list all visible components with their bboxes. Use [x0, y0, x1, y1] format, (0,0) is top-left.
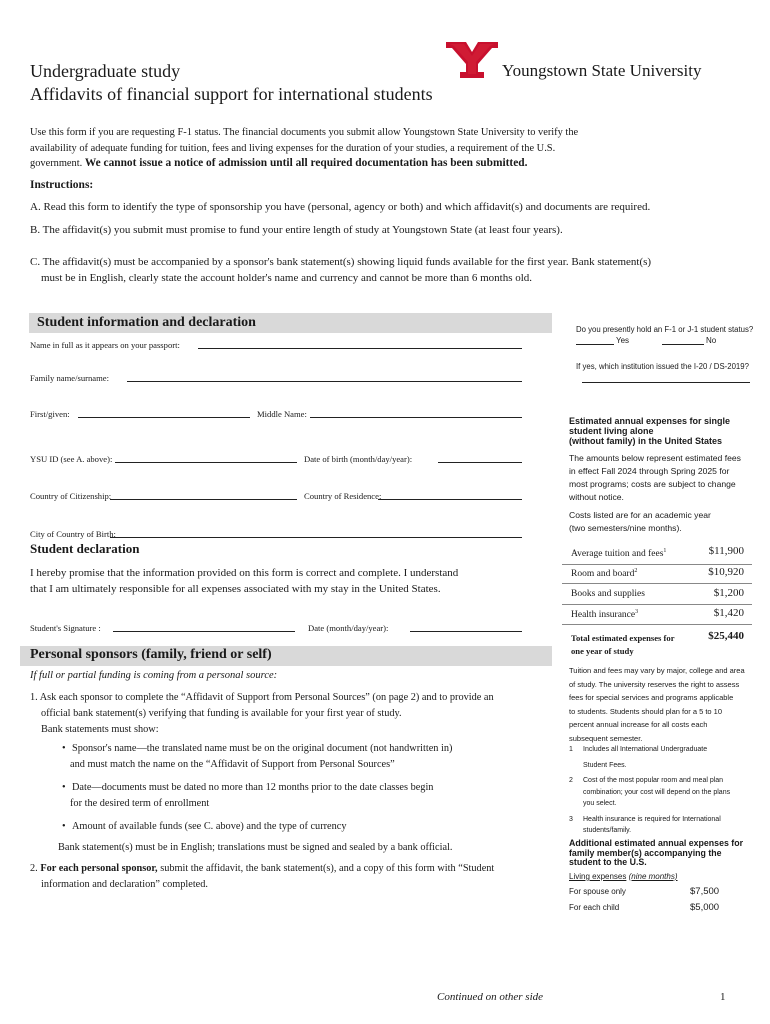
- living-expenses-label: Living expenses (nine months): [569, 872, 678, 881]
- sponsors-header: Personal sponsors (family, friend or self): [20, 646, 552, 666]
- status-yes-label: Yes: [616, 336, 630, 345]
- family-name-label: Family name/surname:: [30, 373, 109, 383]
- university-logo: [446, 42, 498, 78]
- status-question: Do you presently hold an F-1 or J-1 student status?: [576, 325, 754, 334]
- status-no-field[interactable]: [662, 344, 704, 345]
- middle-name-label: Middle Name:: [257, 409, 307, 419]
- status-yes-field[interactable]: [576, 344, 614, 345]
- sponsors-item-1: 1. Ask each sponsor to complete the “Affidavit of Support from Personal Sources” (on page 2) and to provide an official bank statement(s) verifying that funding is available for your first year of study. Bank statements must show:: [30, 692, 494, 735]
- bank-statement-requirements: [62, 741, 542, 835]
- child-value: $5,000: [690, 902, 720, 913]
- family-expenses-heading: Additional estimated annual expenses for family member(s) accompanying the student to the U.S.: [569, 838, 744, 867]
- instruction-b: B. The affidavit(s) you submit must promise to fund your entire length of study at Youngstown State (at least four years).: [30, 224, 563, 236]
- signature-field[interactable]: [113, 631, 295, 632]
- admission-warning: We cannot issue a notice of admission until all required documentation has been submitted.: [84, 157, 528, 169]
- declaration-date-label: Date (month/day/year):: [308, 623, 389, 633]
- institution-field[interactable]: [582, 382, 750, 383]
- instruction-a: A. Read this form to identify the type of sponsorship you have (personal, agency or both) and which affidavit(s) and documents are required.: [30, 201, 651, 213]
- footnote-3: 3 Health insurance is required for International students/family.: [569, 815, 721, 834]
- page-subtitle: Affidavits of financial support for international students: [30, 84, 433, 104]
- expenses-note: The amounts below represent estimated fees in effect Fall 2024 through Spring 2025 for most programs; costs are subject to change without notice. Costs listed are for an academic year (two semesters/nine months).: [569, 453, 741, 533]
- signature-label: Student's Signature :: [30, 623, 101, 633]
- ysu-id-field[interactable]: [115, 462, 297, 463]
- footnotes: [569, 744, 759, 837]
- ysu-id-label: YSU ID (see A. above):: [30, 454, 113, 464]
- spouse-label: For spouse only: [569, 887, 626, 896]
- city-birth-label: City of Country of Birth:: [30, 529, 116, 539]
- list-item: and must match the name on the “Affidavit of Support from Personal Sources”: [70, 758, 395, 770]
- declaration-heading: Student declaration: [30, 541, 140, 556]
- footnote-1: 1 Includes all International Undergraduate Student Fees.: [569, 746, 708, 769]
- page-number: 1: [720, 991, 726, 1003]
- page-title: Undergraduate study: [30, 61, 181, 81]
- citizenship-field[interactable]: [110, 499, 297, 500]
- institution-question: If yes, which institution issued the I-20 / DS-2019?: [576, 362, 749, 371]
- logo-y-icon: [446, 42, 498, 78]
- name-full-label: Name in full as it appears on your passport:: [30, 340, 180, 350]
- instructions-heading: Instructions:: [30, 179, 94, 191]
- sponsors-subheading: If full or partial funding is coming from a personal source:: [30, 670, 278, 681]
- fees-vary-note: Tuition and fees may vary by major, college and area of study. The university reserves the right to assess fees for special services and programs applicable to students. Students should plan for a 5 to 10 percent annual increase for all costs each subsequent semester.: [569, 666, 745, 743]
- citizenship-label: Country of Citizenship:: [30, 491, 112, 501]
- status-no-label: No: [706, 336, 717, 345]
- residence-label: Country of Residence:: [304, 491, 382, 501]
- student-info-header: Student information and declaration: [29, 313, 552, 333]
- table-row: Room and board$^2$ $10,920: [562, 565, 752, 584]
- instruction-c: C. The affidavit(s) must be accompanied by a sponsor's bank statement(s) showing liquid funds available for the first year. Bank statement(s) must be in English, clearly state the account holder's name and currency and cannot be more than 6 months old.: [30, 256, 652, 284]
- declaration-date-field[interactable]: [410, 631, 522, 632]
- expenses-heading: Estimated annual expenses for single student living alone (without family) in the United States: [569, 416, 731, 446]
- dob-field[interactable]: [438, 462, 522, 463]
- first-given-field[interactable]: [78, 417, 250, 418]
- name-full-field[interactable]: [198, 348, 522, 349]
- child-label: For each child: [569, 903, 620, 912]
- list-item: • Amount of available funds (see C. above) and the type of currency: [62, 821, 347, 832]
- residence-field[interactable]: [378, 499, 522, 500]
- english-note: Bank statement(s) must be in English; translations must be signed and sealed by a bank official.: [58, 842, 453, 853]
- city-birth-field[interactable]: [110, 537, 522, 538]
- spouse-value: $7,500: [690, 886, 720, 897]
- table-row: Health insurance$^3$ $1,420: [562, 606, 752, 625]
- sponsors-item-2: 2. For each personal sponsor, submit the affidavit, the bank statement(s), and a copy of this form with “Student information and declaration” completed.: [30, 863, 495, 890]
- table-row: Books and supplies $1,200: [562, 586, 752, 605]
- university-name: Youngstown State University: [502, 61, 702, 80]
- middle-name-field[interactable]: [310, 417, 522, 418]
- family-name-field[interactable]: [127, 381, 522, 382]
- first-given-label: First/given:: [30, 409, 70, 419]
- continued-note: Continued on other side: [437, 991, 544, 1003]
- table-row: Average tuition and fees$^1$ $11,900: [562, 542, 752, 565]
- dob-label: Date of birth (month/day/year):: [304, 454, 413, 464]
- footnote-2: 2 Cost of the most popular room and meal plan combination; your cost will depend on the plans you select.: [569, 777, 731, 807]
- declaration-text: I hereby promise that the information provided on this form is correct and complete. I understand that I am ultimately responsible for all expenses associated with my stay in the United States.: [30, 567, 459, 595]
- list-item: • Date—documents must be dated no more than 12 months prior to the date classes begin: [62, 782, 434, 793]
- expenses-table: [562, 542, 752, 662]
- list-item: for the desired term of enrollment: [70, 797, 210, 809]
- total-row: Total estimated expenses for one year of study $25,440: [571, 630, 744, 656]
- list-item: • Sponsor's name—the translated name must be on the original document (not handwritten in): [62, 743, 453, 754]
- intro-text: Use this form if you are requesting F-1 status. The financial documents you submit allow Youngstown State University to verify the availability of adequate funding for tuition, fees and living expenses for the duration of your studies, a requirement of the U.S. government. We cannot issue a notice of admission until all required documentation has been submitted.: [30, 127, 579, 169]
